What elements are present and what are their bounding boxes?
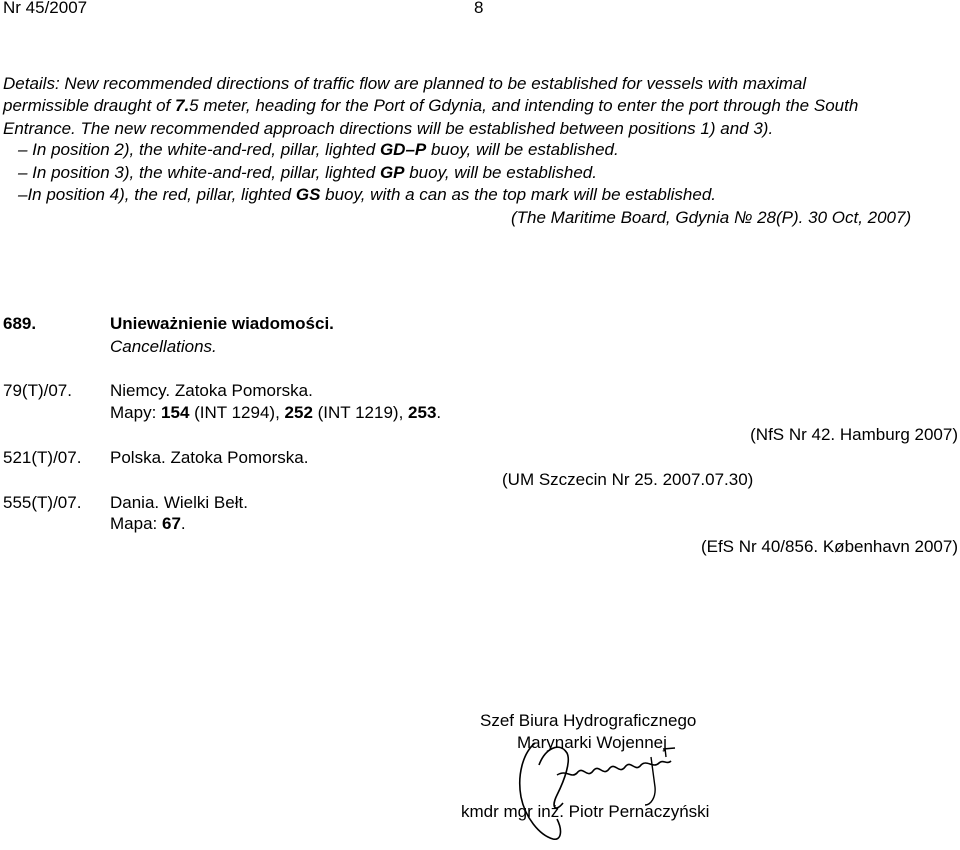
signature-name: kmdr mgr inż. Piotr Pernaczyński [461,802,710,821]
details-line-1: Details: New recommended directions of traffic flow are planned to be established for vessels with maximal [3,74,807,93]
details-item-position-4: –In position 4), the red, pillar, lighted GS buoy, with a can as the top mark will be established. [18,185,717,204]
details-source: (The Maritime Board, Gdynia № 28(P). 30 Oct, 2007) [511,208,912,227]
cancellation-charts: Mapy: 154 (INT 1294), 252 (INT 1219), 253. [110,403,442,422]
details-line-2: permissible draught of 7.5 meter, heading for the Port of Gdynia, and intending to enter the port through the South [3,96,859,115]
cancellation-id: 521(T)/07. [3,448,82,467]
cancellation-source: (NfS Nr 42. Hamburg 2007) [750,425,958,444]
signature-title-line-2: Marynarki Wojennej [517,733,667,752]
cancellation-region: Dania. Wielki Bełt. [110,493,248,512]
cancellation-source: (EfS Nr 40/856. København 2007) [700,537,958,556]
signature-title-line-1: Szef Biura Hydrograficznego [480,711,697,730]
page-number: 8 [474,0,484,17]
cancellation-charts: Mapa: 67. [110,514,186,533]
cancellation-region: Polska. Zatoka Pomorska. [110,448,309,467]
notice-title: Unieważnienie wiadomości. [110,314,334,333]
cancellation-source: (UM Szczecin Nr 25. 2007.07.30) [502,470,754,489]
cancellation-id: 555(T)/07. [3,493,82,512]
issue-number: Nr 45/2007 [3,0,88,17]
cancellation-region: Niemcy. Zatoka Pomorska. [110,381,313,400]
notice-subtitle: Cancellations. [110,337,217,356]
handwritten-signature [505,735,680,847]
details-item-position-3: – In position 3), the white-and-red, pillar, lighted GP buoy, will be established. [18,163,597,182]
cancellation-id: 79(T)/07. [3,381,72,400]
details-item-position-2: – In position 2), the white-and-red, pillar, lighted GD–P buoy, will be established. [18,140,619,159]
notice-number: 689. [3,314,37,333]
details-line-3: Entrance. The new recommended approach directions will be established between positions 1) and 3). [3,119,774,138]
